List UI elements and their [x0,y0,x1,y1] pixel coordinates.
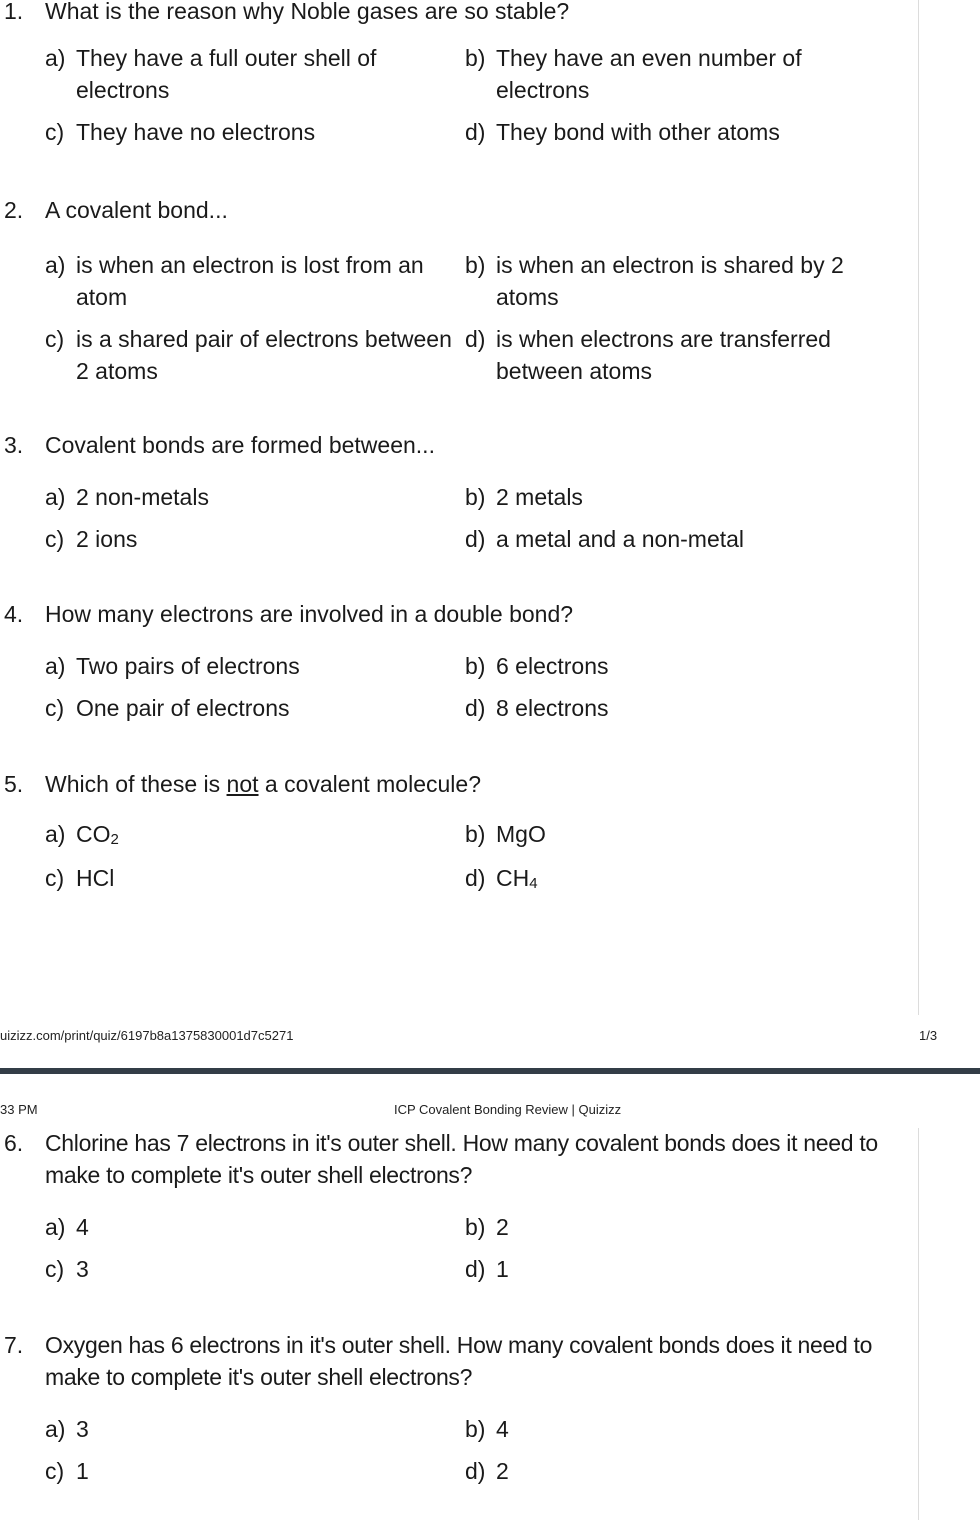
page1-margin-line [918,0,919,1015]
question-number: 7. [4,1332,24,1358]
question-5 [0,768,900,894]
option-a: a) is when an electron is lost from an atom [45,252,424,310]
option-a: a) $CO_2$ [45,821,119,848]
question-text: A covalent bond... [45,197,228,223]
question-7 [0,1329,900,1487]
question-text: Oxygen has 6 electrons in it's outer shell. How many covalent bonds does it need to make to complete it's outer shell electrons? [45,1332,873,1390]
option-a: a) 3 [45,1416,89,1442]
question-number: 2. [4,197,24,223]
question-text: Chlorine has 7 electrons in it's outer shell. How many covalent bonds does it need to make to complete it's outer shell electrons? [45,1130,878,1188]
option-b: b) 2 metals [465,484,583,510]
question-3 [0,429,900,555]
option-c: c) 3 [45,1256,89,1282]
option-b: b) They have an even number of electrons [465,45,802,103]
option-c: c) HCl [45,865,115,891]
option-d: d) $CH_4$ [465,865,538,892]
question-number: 3. [4,432,24,458]
question-6 [0,1127,900,1285]
option-c: c) 2 ions [45,526,138,552]
question-text: Which of these is not a covalent molecule? [45,771,481,797]
option-c: c) is a shared pair of electrons between 2 atoms [45,326,452,384]
question-number: 4. [4,601,24,627]
question-1 [0,0,900,148]
print-url: uizizz.com/print/quiz/6197b8a1375830001d7c5271 [0,1028,294,1043]
option-c: c) One pair of electrons [45,695,290,721]
page-separator [0,1068,980,1074]
print-time: 33 PM [0,1102,38,1117]
emphasis-not: not [226,771,259,797]
option-d: d) 2 [465,1458,509,1484]
option-b: b) 4 [465,1416,509,1442]
print-title: ICP Covalent Bonding Review | Quizizz [394,1102,622,1117]
option-c: c) 1 [45,1458,89,1484]
option-d: d) a metal and a non-metal [465,526,745,552]
page-number: 1/3 [919,1028,938,1043]
page2-margin-line [918,1128,919,1520]
question-number: 5. [4,771,24,797]
option-c: c) They have no electrons [45,119,316,145]
question-2 [0,194,900,387]
question-4 [0,598,900,724]
option-a: a) Two pairs of electrons [45,653,300,679]
option-d: d) is when electrons are transferred between atoms [465,326,831,384]
option-d: d) 8 electrons [465,695,609,721]
option-a: a) They have a full outer shell of electrons [45,45,377,103]
question-text: Covalent bonds are formed between... [45,432,435,458]
option-a: a) 2 non-metals [45,484,209,510]
option-b: b) 2 [465,1214,509,1240]
option-b: b) is when an electron is shared by 2 atoms [465,252,844,310]
question-text: How many electrons are involved in a double bond? [45,601,574,627]
question-number: 6. [4,1130,24,1156]
option-b: b) 6 electrons [465,653,609,679]
question-text: What is the reason why Noble gases are so stable? [45,0,570,24]
option-b: b) MgO [465,821,546,847]
question-number: 1. [4,0,24,24]
option-a: a) 4 [45,1214,89,1240]
option-d: d) They bond with other atoms [465,119,780,145]
option-d: d) 1 [465,1256,509,1282]
